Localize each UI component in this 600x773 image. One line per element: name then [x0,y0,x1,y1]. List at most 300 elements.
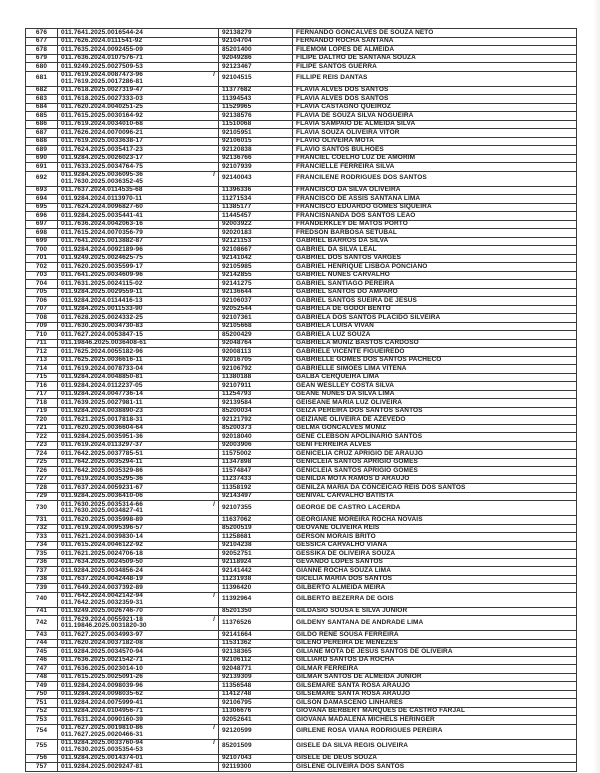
process-number-cell [58,584,219,593]
person-name-cell: GILBERTO BEZERRA DE GOIS [293,592,577,607]
registration-id-cell: 92104704 [219,37,293,46]
row-number-cell: 709 [26,322,58,331]
row-number-cell: 729 [26,492,58,501]
process-number-cell [58,305,219,314]
table-row [26,86,577,95]
process-number-primary: 011.7621.2025.0017818-31 [61,415,143,423]
process-number-primary: 011.7626.2024.0111541-92 [61,37,143,44]
row-number-cell: 687 [26,129,58,138]
person-name-cell: GENICELIA CRUZ APRIGIO DE ARAUJO [293,450,577,459]
table-row [26,212,577,221]
person-name-cell: GABRIEL SANTIAGO PEREIRA [293,280,577,289]
person-name-cell: GISELE DE DEUS SOUZA [293,754,577,763]
person-name-cell: FRANCISCO EDUARDO GOMES SIQUEIRA [293,203,577,212]
person-name-cell: FILIPE DALTRO DE SANTANA SOUZA [293,54,577,63]
row-number-cell: 685 [26,112,58,121]
registration-id-cell: 11231938 [219,575,293,584]
registration-id-cell: 92106112 [219,656,293,665]
registration-id-cell: 92108667 [219,246,293,255]
process-number-primary: 011.7628.2025.0024332-25 [61,313,143,321]
process-number-cell [58,407,219,416]
process-number-cell [58,484,219,493]
row-number-cell: 738 [26,575,58,584]
registration-id-cell: 92104238 [219,541,293,550]
table-row [26,754,577,763]
process-number-cell [58,558,219,567]
process-number-primary: 011.9284.2025.0036410-06 [61,492,143,499]
table-row [26,656,577,665]
process-number-cell [58,203,219,212]
person-name-cell: FLAVIO OLIVEIRA MOTA [293,137,577,146]
row-number-cell: 757 [26,763,58,772]
process-number-primary: 011.7637.2024.0114535-68 [61,186,143,193]
registration-id-cell: 92107043 [219,754,293,763]
table-row [26,524,577,533]
row-number-cell: 704 [26,280,58,289]
table-row [26,348,577,357]
row-number-cell: 747 [26,665,58,674]
registration-id-cell: 92106037 [219,297,293,306]
row-number-cell: 689 [26,146,58,155]
table-row [26,71,577,86]
table-row [26,558,577,567]
row-number-cell: 733 [26,533,58,542]
person-name-cell: GABRIEL SANTOS DO AMPARO [293,288,577,297]
table-row [26,95,577,104]
registration-id-cell: 92120599 [219,724,293,739]
registration-id-cell: 92008113 [219,348,293,357]
row-number-cell: 746 [26,656,58,665]
row-number-cell: 695 [26,203,58,212]
registration-id-cell: 92136644 [219,288,293,297]
person-name-cell: FILLIPE REIS DANTAS [293,71,577,86]
process-number-cell [58,567,219,576]
registration-id-cell: 11258681 [219,533,293,542]
table-row [26,237,577,246]
process-number-primary: 011.7629.2024.0055921-18 [61,615,143,623]
row-number-cell: 743 [26,631,58,640]
registration-id-cell: 11574847 [219,467,293,476]
row-number-cell: 753 [26,716,58,725]
person-name-cell: GESSIKA DE OLIVEIRA SOUZA [293,550,577,559]
row-number-cell: 723 [26,441,58,450]
row-number-cell: 739 [26,584,58,593]
registration-id-cell: 92003922 [219,220,293,229]
person-name-cell: GISLENE OLIVEIRA DOS SANTOS [293,763,577,772]
process-number-cell [58,492,219,501]
process-number-cell [58,254,219,263]
person-name-cell: GILDASIO SOUSA E SILVA JUNIOR [293,607,577,616]
process-number-cell [58,707,219,716]
table-row [26,699,577,708]
process-number-cell [58,441,219,450]
registration-id-cell: 92107911 [219,382,293,391]
table-row [26,424,577,433]
row-number-cell: 698 [26,229,58,238]
person-name-cell: GABRIEL BARROS DA SILVA [293,237,577,246]
table-row [26,314,577,323]
person-name-cell: GICELIA MARIA DOS SANTOS [293,575,577,584]
registration-id-cell: 11529965 [219,103,293,112]
process-number-cell [58,331,219,340]
table-row [26,716,577,725]
process-number-primary: 011.7615.2024.0070356-79 [61,228,143,236]
row-number-cell: 728 [26,484,58,493]
process-number-cell [58,382,219,391]
process-number-primary: 011.7618.2025.0027333-03 [61,94,143,102]
process-number-primary: 011.7620.2024.0037182-08 [61,639,143,646]
registration-id-cell: 85200429 [219,331,293,340]
process-number-cell [58,467,219,476]
person-name-cell: GILSON DAMASCENO LINHARES [293,699,577,708]
process-number-cell [58,458,219,467]
process-number-primary: 011.9249.2025.0027509-53 [61,62,143,70]
registration-id-cell: 92118924 [219,558,293,567]
process-number-cell [58,271,219,280]
process-number-primary: 011.7636.2024.0042063-16 [61,220,143,227]
process-number-primary: 011.7630.2025.0034730-83 [61,322,143,329]
table-row [26,297,577,306]
process-number-primary: 011.7627.2024.0053847-15 [61,330,143,338]
table-row [26,492,577,501]
person-name-cell: GENI FERREIRA ALVES [293,441,577,450]
process-number-cell [58,103,219,112]
process-number-cell [58,154,219,163]
registration-id-cell: 92138576 [219,112,293,121]
table-row [26,673,577,682]
row-number-cell: 690 [26,154,58,163]
process-separator: / [213,615,215,623]
row-number-cell: 681 [26,71,58,86]
process-number-primary: 011.7627.2025.0019810-86 [61,724,143,731]
process-number-primary: 011.7631.2025.0024115-02 [61,279,143,287]
person-name-cell: GENICLEIA SANTOS APRIGIO GOMES [293,467,577,476]
table-row [26,467,577,476]
table-row [26,254,577,263]
row-number-cell: 694 [26,195,58,204]
registration-id-cell: 11396336 [219,186,293,195]
person-name-cell: GALBA CERQUEIRA LIMA [293,373,577,382]
table-row [26,263,577,272]
table-row [26,607,577,616]
process-number-primary: 011.7641.2025.0013882-87 [61,237,143,244]
process-number-cell [58,322,219,331]
table-row [26,195,577,204]
process-number-cell [58,575,219,584]
registration-id-cell: 92119300 [219,763,293,772]
table-row [26,103,577,112]
registration-id-cell: 11385177 [219,203,293,212]
process-number-cell [58,71,219,86]
process-number-primary: 011.7624.2025.0035417-23 [61,145,143,153]
registration-id-cell: 92107355 [219,501,293,516]
registration-id-cell: 11358192 [219,484,293,493]
row-number-cell: 707 [26,305,58,314]
table-row [26,450,577,459]
registration-id-cell: 92106795 [219,699,293,708]
row-number-cell: 693 [26,186,58,195]
person-name-cell: GEANE NUNES DA SILVA LIMA [293,390,577,399]
process-number-primary: 011.7620.2025.0035998-89 [61,515,143,523]
row-number-cell: 701 [26,254,58,263]
person-name-cell: GABRIELA LUZ SOUZA [293,331,577,340]
person-name-cell: GILDO RENE SOUSA FERREIRA [293,631,577,640]
registration-id-cell: 92120838 [219,146,293,155]
process-number-primary: 011.7641.2025.0034609-96 [61,271,143,278]
registration-id-cell: 11254793 [219,390,293,399]
registration-id-cell: 92139309 [219,673,293,682]
table-row [26,137,577,146]
process-number-primary: 011.7615.2025.0025091-26 [61,673,143,680]
person-name-cell: FRANCISCO DE ASSIS SANTANA LIMA [293,195,577,204]
process-number-cell [58,129,219,138]
person-name-cell: FRANDERKLEY DE MATOS PORTO [293,220,577,229]
process-number-primary: 011.7625.2025.0036616-11 [61,356,143,363]
registration-id-cell: 92048771 [219,665,293,674]
registration-id-cell: 11376526 [219,616,293,631]
table-row [26,550,577,559]
process-number-cell [58,137,219,146]
registration-id-cell: 92020183 [219,229,293,238]
person-name-cell: GIRLENE ROSA VIANA RODRIGUES PEREIRA [293,724,577,739]
person-name-cell: FLAVIA SAMPAIO DE ALMEIDA SILVA [293,120,577,129]
table-row [26,475,577,484]
process-number-primary: 011.9284.2024.0048850-81 [61,373,143,380]
registration-id-cell: 92048764 [219,339,293,348]
process-number-cell [58,46,219,55]
process-number-primary: 011.7624.2024.0096827-60 [61,203,143,210]
row-number-cell: 730 [26,501,58,516]
person-name-cell: GISELE DA SILVA REGIS OLIVEIRA [293,739,577,754]
registration-id-cell: 92106015 [219,137,293,146]
process-number-secondary: 011.7627.2025.0020466-31 [61,730,143,738]
row-number-cell: 750 [26,690,58,699]
row-number-cell: 717 [26,390,58,399]
process-number-primary: 011.7631.2024.0090160-39 [61,715,143,723]
registration-id-cell: 92018040 [219,433,293,442]
process-number-primary: 011.7642.2025.0035294-11 [61,458,143,465]
row-number-cell: 713 [26,356,58,365]
process-number-cell [58,424,219,433]
process-number-cell [58,716,219,725]
process-number-cell [58,639,219,648]
person-name-cell: GABRIELLE SIMOES LIMA VITENA [293,365,577,374]
registration-id-cell: 92121792 [219,416,293,425]
person-name-cell: GEIZA PEREIRA DOS SANTOS SANTOS [293,407,577,416]
process-number-primary: 011.7615.2025.0030164-92 [61,111,143,119]
row-number-cell: 737 [26,567,58,576]
row-number-cell: 714 [26,365,58,374]
process-number-secondary: 011.7630.2025.0036352-45 [61,177,143,185]
process-number-primary: 011.7637.2024.0059231-67 [61,483,143,491]
process-number-cell [58,616,219,631]
row-number-cell: 756 [26,754,58,763]
table-row [26,567,577,576]
row-number-cell: 727 [26,475,58,484]
person-name-cell: GABRIELA DOS SANTOS PLACIDO SILVEIRA [293,314,577,323]
table-row [26,407,577,416]
row-number-cell: 722 [26,433,58,442]
process-number-cell [58,212,219,221]
process-number-primary: 011.9284.2024.0113970-11 [61,194,143,202]
table-row [26,154,577,163]
process-number-cell [58,656,219,665]
process-number-primary: 011.7635.2024.0092455-09 [61,45,143,53]
process-number-cell [58,163,219,172]
person-name-cell: GABRIELLE GOMES DOS SANTOS PACHECO [293,356,577,365]
table-row [26,246,577,255]
process-number-primary: 011.7626.2024.0070096-21 [61,128,143,136]
row-number-cell: 677 [26,37,58,46]
process-number-cell [58,501,219,516]
process-separator: / [213,171,215,178]
process-number-primary: 011.7627.2025.0034993-97 [61,630,143,638]
table-row [26,171,577,186]
table-row [26,37,577,46]
process-number-primary: 011.7620.2025.0035599-17 [61,262,143,270]
process-number-primary: 011.9284.2024.0038890-23 [61,407,143,414]
process-number-primary: 011.7618.2025.0027319-47 [61,86,143,93]
table-row [26,373,577,382]
process-number-cell [58,339,219,348]
process-number-secondary: 011.7630.2025.0035354-53 [61,745,143,753]
row-number-cell: 725 [26,458,58,467]
table-row [26,322,577,331]
row-number-cell: 692 [26,171,58,186]
process-number-cell [58,763,219,772]
row-number-cell: 732 [26,524,58,533]
process-number-cell [58,739,219,754]
table-row [26,129,577,138]
registration-id-cell: 11377682 [219,86,293,95]
registration-id-cell: 85201400 [219,46,293,55]
process-number-primary: 011.9284.2025.0029559-11 [61,288,143,295]
person-name-cell: FRANCIEL COELHO LUZ DE AMORIM [293,154,577,163]
process-number-primary: 011.9284.2024.0047736-14 [61,390,143,397]
row-number-cell: 716 [26,382,58,391]
table-row [26,229,577,238]
person-name-cell: GILMAR SANTOS DE ALMEIDA JUNIOR [293,673,577,682]
person-name-cell: GABRIELA MUNIZ BASTOS CARDOSO [293,339,577,348]
process-number-primary: 011.7619.2024.0035295-36 [61,475,143,482]
process-separator: / [213,500,215,508]
process-number-cell [58,263,219,272]
person-name-cell: FERNANDO ROCHA SANTANA [293,37,577,46]
registration-id-cell: 11392964 [219,592,293,607]
registration-id-cell: 92105985 [219,263,293,272]
process-number-primary: 011.9284.2025.0034856-24 [61,566,143,574]
person-name-cell: GILENO PEREIRA DE MENEZES [293,639,577,648]
process-number-primary: 011.7639.2025.0027981-11 [61,398,143,406]
person-name-cell: FRANCILENE RODRIGUES DOS SANTOS [293,171,577,186]
table-row [26,458,577,467]
process-number-cell [58,120,219,129]
registration-id-cell: 92105668 [219,322,293,331]
process-number-cell [58,450,219,459]
table-row [26,665,577,674]
table-row [26,516,577,525]
table-row [26,390,577,399]
row-number-cell: 691 [26,163,58,172]
process-number-primary: 011.9284.2025.0036095-36 [61,171,143,178]
process-number-primary: 011.7615.2024.0046122-92 [61,541,143,548]
process-number-primary: 011.7641.2025.0016544-24 [61,28,143,36]
process-number-cell [58,237,219,246]
table-row [26,29,577,38]
row-number-cell: 719 [26,407,58,416]
process-number-primary: 011.9284.2025.0035441-41 [61,211,143,219]
row-number-cell: 703 [26,271,58,280]
process-number-cell [58,533,219,542]
person-name-cell: GILBERTO ALMEIDA MEIRA [293,584,577,593]
process-number-cell [58,186,219,195]
process-number-cell [58,63,219,72]
process-number-primary: 011.9284.2024.0098035-62 [61,690,143,697]
row-number-cell: 711 [26,339,58,348]
registration-id-cell: 92123467 [219,63,293,72]
row-number-cell: 683 [26,95,58,104]
table-row [26,305,577,314]
person-name-cell: GILSEMARE SANTA ROSA ARAUJO [293,682,577,691]
row-number-cell: 742 [26,616,58,631]
process-number-primary: 011.7619.2025.0033638-17 [61,137,143,144]
process-number-primary: 011.9284.2025.0035951-36 [61,432,143,440]
process-number-primary: 011.7636.2025.0023014-10 [61,664,143,672]
process-number-cell [58,195,219,204]
person-name-cell: GILDENY SANTANA DE ANDRADE LIMA [293,616,577,631]
row-number-cell: 715 [26,373,58,382]
person-name-cell: FLAVIO SANTOS BULHOES [293,146,577,155]
person-name-cell: GIANNE ROCHA SOUZA LIMA [293,567,577,576]
process-number-cell [58,280,219,289]
process-number-cell [58,29,219,38]
process-number-cell [58,631,219,640]
table-row [26,331,577,340]
row-number-cell: 710 [26,331,58,340]
person-name-cell: GILIANE MOTA DE JESUS SANTOS DE OLIVEIRA [293,648,577,657]
process-number-cell [58,86,219,95]
person-name-cell: GABRIEL SANTOS SUEIRA DE JESUS [293,297,577,306]
process-number-primary: 011.19846.2025.0036408-61 [61,339,147,346]
process-number-primary: 011.9284.2024.0075999-41 [61,698,143,706]
process-number-cell [58,229,219,238]
process-number-cell [58,146,219,155]
registration-id-cell: 85201509 [219,739,293,754]
registration-id-cell: 92141042 [219,254,293,263]
row-number-cell: 686 [26,120,58,129]
person-name-cell: GEISEANE MARIA LUZ OLIVEIRA [293,399,577,408]
process-number-cell [58,390,219,399]
process-number-cell [58,399,219,408]
process-number-primary: 011.7621.2024.0039830-14 [61,532,143,540]
process-number-cell [58,416,219,425]
row-number-cell: 718 [26,399,58,408]
table-row [26,186,577,195]
table-row [26,739,577,754]
registration-id-cell: 92052751 [219,550,293,559]
registration-id-cell: 92143497 [219,492,293,501]
person-name-cell: FREDSON BARBOSA SETUBAL [293,229,577,238]
row-number-cell: 740 [26,592,58,607]
process-number-primary: 011.7634.2025.0024509-50 [61,558,143,565]
registration-id-cell: 11637062 [219,516,293,525]
process-number-cell [58,516,219,525]
registration-id-cell: 92141275 [219,280,293,289]
person-name-cell: FLAVIA CASTAGNO QUEIROZ [293,103,577,112]
registration-id-cell: 92140043 [219,171,293,186]
row-number-cell: 676 [26,29,58,38]
table-row [26,203,577,212]
